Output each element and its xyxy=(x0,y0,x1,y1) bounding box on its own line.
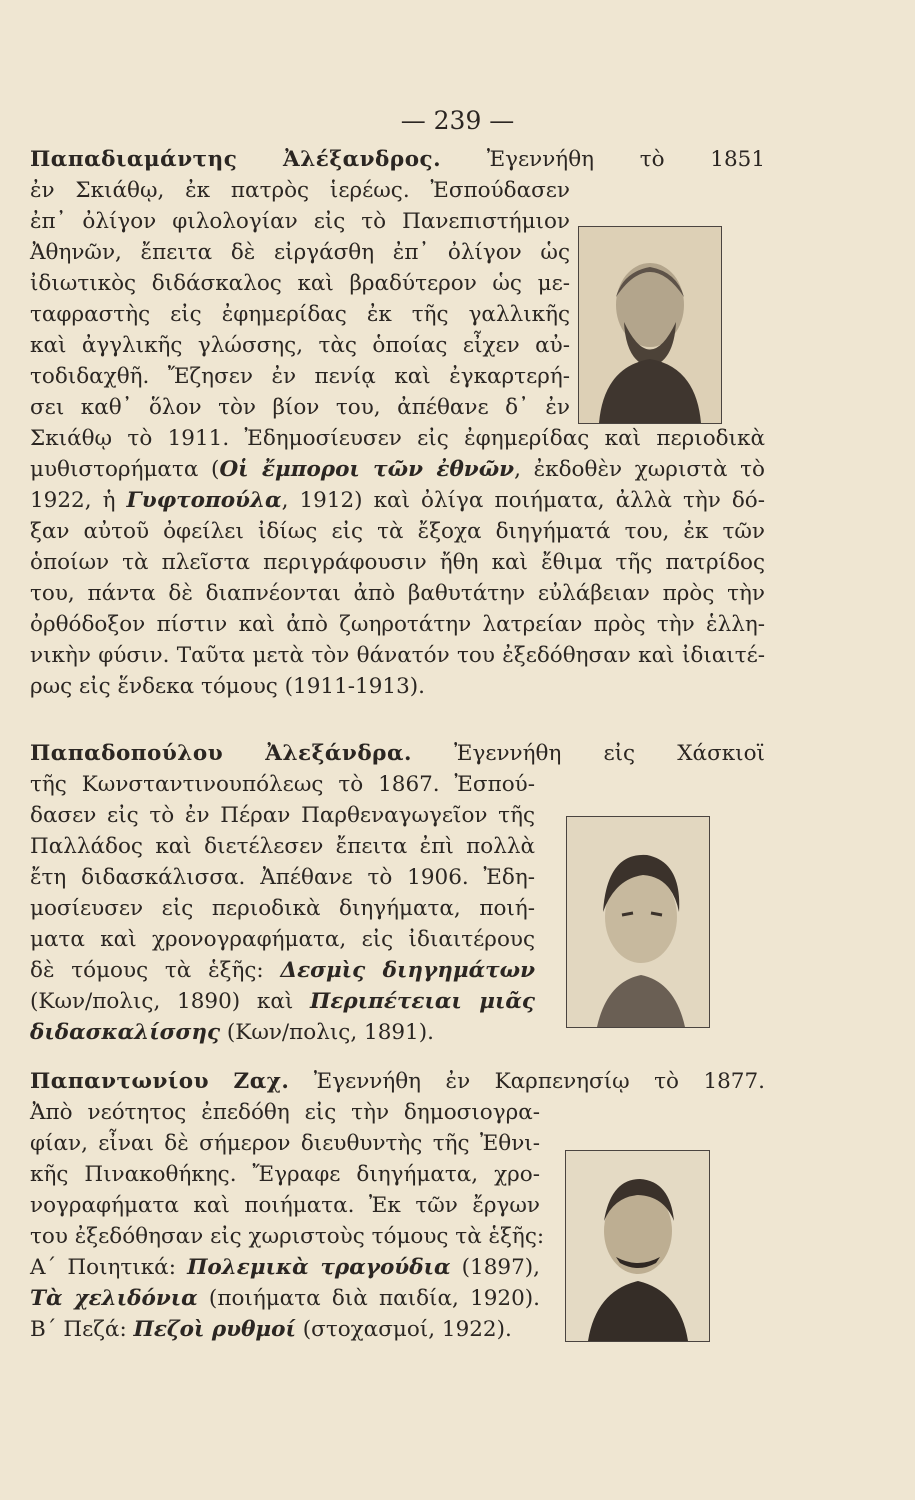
line-text: δασεν εἰς τὸ ἐν Πέραν Παρθεναγωγεῖον τῆς xyxy=(30,803,535,828)
text-line xyxy=(30,1252,540,1283)
line-text: μυθιστορήματα ( xyxy=(30,457,220,482)
text-line xyxy=(30,738,765,769)
line-text: μοσίευσεν εἰς περιοδικὰ διηγήματα, ποιή- xyxy=(30,896,535,921)
text-line xyxy=(30,206,570,237)
text-line xyxy=(30,330,570,361)
text-line xyxy=(30,361,570,392)
line-text: Ἐγεννήθη εἰς Χάσκιοϊ xyxy=(412,741,765,766)
text-line xyxy=(30,1190,540,1221)
text-line xyxy=(30,1128,540,1159)
line-text: Παλλάδος καὶ διετέλεσεν ἔπειτα ἐπὶ πολλὰ xyxy=(30,834,535,859)
line-text: Ἐγεννήθη τὸ 1851 xyxy=(441,147,765,172)
line-text-after: (1897), xyxy=(450,1255,540,1280)
line-text: του, πάντα δὲ διαπνέονται ἀπὸ βαθυτάτην εὐλάβειαν πρὸς τὴν xyxy=(30,581,765,606)
line-text: φίαν, εἶναι δὲ σήμερον διευθυντὴς τῆς Ἐθνι- xyxy=(30,1131,540,1156)
work-title: Οἱ ἔμποροι τῶν ἐθνῶν xyxy=(219,457,515,482)
line-text: ματα καὶ χρονογραφήματα, εἰς ἰδιαιτέρους xyxy=(30,927,535,952)
line-text: ὁποίων τὰ πλεῖστα περιγράφουσιν ἤθη καὶ ἔθιμα τῆς πατρίδος xyxy=(30,550,765,575)
line-text: κῆς Πινακοθήκης. Ἔγραφε διηγήματα, χρο- xyxy=(30,1162,540,1187)
text-line xyxy=(30,671,765,702)
line-text: ἐπ᾿ ὀλίγον φιλολογίαν εἰς τὸ Πανεπιστήμιον xyxy=(30,209,570,234)
line-text: τοδιδαχθῆ. Ἔζησεν ἐν πενίᾳ καὶ ἐγκαρτερή- xyxy=(30,364,570,389)
text-line xyxy=(30,640,765,671)
entry-surname: Παπαντωνίου xyxy=(30,1069,210,1094)
line-text: (Κων/πολις, 1890) καὶ xyxy=(30,989,311,1014)
portrait-photo-papadopoulou xyxy=(566,816,710,1028)
line-text: Σκιάθῳ τὸ 1911. Ἐδημοσίευσεν εἰς ἐφημερίδας καὶ περιοδικὰ xyxy=(30,426,765,451)
text-line xyxy=(30,609,765,640)
line-text: δὲ τόμους τὰ ἑξῆς: xyxy=(30,958,281,983)
text-line xyxy=(30,986,535,1017)
text-line xyxy=(30,769,535,800)
line-text: Ἐγεννήθη ἐν Καρπενησίῳ τὸ 1877. xyxy=(289,1069,765,1094)
line-text: ρως εἰς ἕνδεκα τόμους (1911-1913). xyxy=(30,674,425,699)
work-title: Δεσμὶς διηγημάτων xyxy=(280,958,535,983)
work-title: Περιπέτειαι μιᾶς xyxy=(310,989,536,1014)
work-title: Πεζοὶ ρυθμοί xyxy=(133,1317,296,1342)
text-line xyxy=(30,578,765,609)
line-text-after: (στοχασμοί, 1922). xyxy=(295,1317,512,1342)
line-text: ἔτη διδασκάλισσα. Ἀπέθανε τὸ 1906. Ἐδη- xyxy=(30,865,535,890)
line-text: ἰδιωτικὸς διδάσκαλος καὶ βραδύτερον ὡς με- xyxy=(30,271,570,296)
line-text: Β΄ Πεζά: xyxy=(30,1317,134,1342)
text-line xyxy=(30,862,535,893)
line-text: νικὴν φύσιν. Ταῦτα μετὰ τὸν θάνατόν του ἐξεδόθησαν καὶ ἰδιαιτέ- xyxy=(30,643,765,668)
entry-given-name: Ζαχ. xyxy=(233,1069,290,1094)
text-line xyxy=(30,1221,545,1252)
work-title: διδασκαλίσσης xyxy=(30,1020,221,1045)
text-line xyxy=(30,1017,535,1048)
text-line xyxy=(30,454,765,485)
line-text: 1922, ἡ xyxy=(30,488,127,513)
text-line xyxy=(30,268,570,299)
text-line xyxy=(30,547,765,578)
line-text-after: (Κων/πολις, 1891). xyxy=(220,1020,434,1045)
work-title: Γυφτοπούλα xyxy=(126,488,282,513)
text-line xyxy=(30,1283,540,1314)
text-line xyxy=(30,924,535,955)
line-text: καὶ ἀγγλικῆς γλώσσης, τὰς ὁποίας εἶχεν αὐ- xyxy=(30,333,570,358)
entry-given-name: Ἀλεξάνδρα. xyxy=(265,741,412,766)
line-text-after: (ποιήματα διὰ παιδία, 1920). xyxy=(197,1286,541,1311)
work-title: Τὰ χελιδόνια xyxy=(30,1286,198,1311)
text-line xyxy=(30,831,535,862)
entry-surname: Παπαδοπούλου xyxy=(30,741,224,766)
line-text: ὀρθόδοξον πίστιν καὶ ἀπὸ ζωηροτάτην λατρείαν πρὸς τὴν ἑλλη- xyxy=(30,612,765,637)
text-line xyxy=(30,800,535,831)
line-text-after: , 1912) καὶ ὀλίγα ποιήματα, ἀλλὰ τὴν δό- xyxy=(281,488,765,513)
text-line xyxy=(30,175,570,206)
text-line xyxy=(30,955,535,986)
text-line xyxy=(30,1159,540,1190)
work-title: Πολεμικὰ τραγούδια xyxy=(187,1255,451,1280)
text-line xyxy=(30,1314,540,1345)
text-line xyxy=(30,485,765,516)
entry-given-name: Ἀλέξανδρος. xyxy=(283,147,442,172)
line-text: ἐν Σκιάθῳ, ἐκ πατρὸς ἱερέως. Ἐσπούδασεν xyxy=(30,178,570,203)
line-text: Ἀθηνῶν, ἔπειτα δὲ εἰργάσθη ἐπ᾿ ὀλίγον ὡς xyxy=(30,240,570,265)
page-number: — 239 — xyxy=(400,106,515,135)
text-line xyxy=(30,237,570,268)
line-text: Α΄ Ποιητικά: xyxy=(30,1255,188,1280)
entry-surname: Παπαδιαμάντης xyxy=(30,147,238,172)
portrait-photo-papantoniou xyxy=(565,1150,710,1342)
line-text: ξαν αὐτοῦ ὀφείλει ἰδίως εἰς τὰ ἔξοχα διηγήματά του, ἐκ τῶν xyxy=(30,519,765,544)
text-line xyxy=(30,144,765,175)
line-text: ταφραστὴς εἰς ἐφημερίδας ἐκ τῆς γαλλικῆς xyxy=(30,302,570,327)
text-line xyxy=(30,299,570,330)
line-text: νογραφήματα καὶ ποιήματα. Ἐκ τῶν ἔργων xyxy=(30,1193,540,1218)
text-line xyxy=(30,893,535,924)
line-text: τῆς Κωνσταντινουπόλεως τὸ 1867. Ἐσπού- xyxy=(30,772,535,797)
line-text: του ἐξεδόθησαν εἰς χωριστοὺς τόμους τὰ ἑξῆς: xyxy=(30,1224,545,1249)
line-text: σει καθ᾿ ὅλον τὸν βίον του, ἀπέθανε δ᾿ ἐν xyxy=(30,395,570,420)
text-line xyxy=(30,516,765,547)
line-text: Ἀπὸ νεότητος ἐπεδόθη εἰς τὴν δημοσιογρα- xyxy=(30,1100,540,1125)
portrait-photo-papadiamantis xyxy=(578,226,722,424)
text-line xyxy=(30,423,765,454)
text-line xyxy=(30,392,570,423)
line-text-after: , ἐκδοθὲν χωριστὰ τὸ xyxy=(514,457,765,482)
text-line xyxy=(30,1066,765,1097)
text-line xyxy=(30,1097,540,1128)
